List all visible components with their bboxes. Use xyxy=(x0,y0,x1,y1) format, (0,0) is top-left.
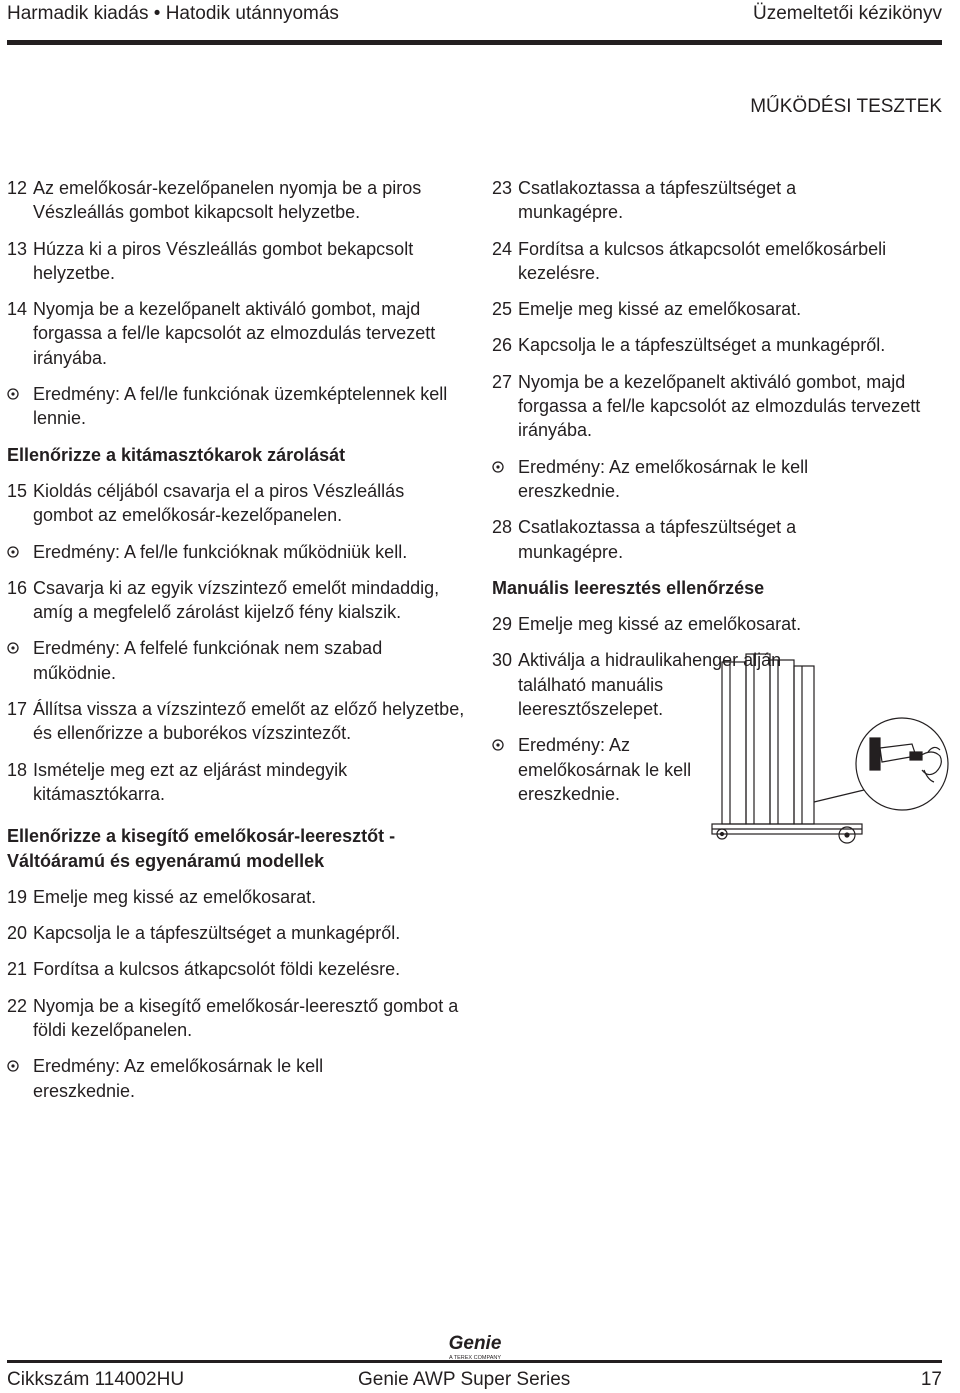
result-14 xyxy=(7,382,467,431)
step-number: 19 xyxy=(7,886,28,907)
step-number: 15 xyxy=(7,480,28,501)
step-16 xyxy=(7,576,467,625)
step-text: Nyomja be a kezelőpanelt aktiváló gombot, majd forgassa a fel/le kapcsolót az elmozdulás tervezett irányába. xyxy=(518,371,921,441)
section-title: MŰKÖDÉSI TESZTEK xyxy=(750,96,942,117)
step-text: Az emelőkosár-kezelőpanelen nyomja be a piros Vészleállás gombot kikapcsolt helyzetbe. xyxy=(33,178,422,223)
step-number: 12 xyxy=(7,178,28,198)
step-23 xyxy=(492,176,868,225)
step-number: 21 xyxy=(7,959,28,980)
header-edition: Harmadik kiadás • Hatodik utánnyomás xyxy=(7,3,339,24)
result-16 xyxy=(7,636,467,685)
result-text: Eredmény: Az emelőkosárnak le kell ereszkednie. xyxy=(33,1056,324,1101)
subheading-manual-lowering: Manuális leeresztés ellenőrzése xyxy=(492,577,765,598)
step-text: Csatlakoztassa a tápfeszültséget a munkagépre. xyxy=(518,517,797,562)
result-22 xyxy=(7,1054,383,1103)
page-number: 17 xyxy=(920,1369,942,1390)
step-22 xyxy=(7,994,463,1043)
step-number: 18 xyxy=(7,759,28,780)
step-text: Kapcsolja le a tápfeszültséget a munkagépről. xyxy=(518,335,886,356)
result-bullet-icon xyxy=(7,546,19,558)
footer-part-number: Cikkszám 114002HU xyxy=(7,1369,185,1390)
step-18 xyxy=(7,758,467,807)
genie-logo xyxy=(436,1333,514,1361)
step-text: Csatlakoztassa a tápfeszültséget a munkagépre. xyxy=(518,178,797,223)
step-24 xyxy=(492,237,952,286)
svg-text:Genie: Genie xyxy=(448,1333,502,1354)
step-number: 17 xyxy=(7,699,28,720)
footer-series: Genie AWP Super Series xyxy=(358,1369,571,1390)
result-text: Eredmény: Az emelőkosárnak le kell ereszkednie. xyxy=(518,735,692,804)
step-number: 14 xyxy=(7,299,28,320)
step-number: 27 xyxy=(492,371,513,392)
step-text: Fordítsa a kulcsos átkapcsolót emelőkosárbeli kezelésre. xyxy=(518,238,887,283)
step-text: Kioldás céljából csavarja el a piros Vészleállás gombot az emelőkosár-kezelőpanelen. xyxy=(33,480,405,526)
step-number: 29 xyxy=(492,614,513,635)
step-13 xyxy=(7,237,467,286)
step-25 xyxy=(492,297,952,321)
result-bullet-icon xyxy=(7,642,19,654)
step-28 xyxy=(492,515,868,564)
step-15 xyxy=(7,479,467,528)
step-text: Húzza ki a piros Vészleállás gombot bekapcsolt helyzetbe. xyxy=(33,238,414,283)
result-30 xyxy=(492,733,718,806)
step-number: 25 xyxy=(492,299,513,320)
result-bullet-icon xyxy=(492,739,504,751)
header-rule xyxy=(7,40,942,45)
step-text: Aktiválja a hidraulikahenger alján található manuális leeresztőszelepet. xyxy=(518,650,782,720)
step-26 xyxy=(492,333,952,357)
left-column xyxy=(7,176,467,1115)
subheading-auxiliary-lowering: Ellenőrizze a kisegítő emelőkosár-leeresztőt - Váltóáramú és egyenáramú modellek xyxy=(7,826,396,871)
step-number: 16 xyxy=(7,577,28,598)
result-text: Eredmény: A fel/le funkciónak üzemképtelennek kell lennie. xyxy=(33,384,448,429)
step-text: Ismételje meg ezt az eljárást mindegyik kitámasztókarra. xyxy=(33,759,348,804)
step-17 xyxy=(7,697,467,746)
result-bullet-icon xyxy=(492,461,504,473)
result-15 xyxy=(7,540,467,564)
step-number: 28 xyxy=(492,517,513,538)
step-number: 13 xyxy=(7,238,28,259)
step-text: Nyomja be a kisegítő emelőkosár-leeresztő gombot a földi kezelőpanelen. xyxy=(33,995,459,1041)
step-text: Emelje meg kissé az emelőkosarat. xyxy=(518,299,802,320)
step-text: Fordítsa a kulcsos átkapcsolót földi kezelésre. xyxy=(33,959,401,980)
result-bullet-icon xyxy=(7,388,19,400)
step-text: Emelje meg kissé az emelőkosarat. xyxy=(33,886,317,907)
step-20 xyxy=(7,921,467,945)
result-text: Eredmény: A fel/le funkcióknak működniük kell. xyxy=(33,541,408,562)
result-27 xyxy=(492,455,888,504)
step-14 xyxy=(7,297,467,370)
step-number: 24 xyxy=(492,238,513,259)
step-number: 30 xyxy=(492,650,513,671)
step-number: 22 xyxy=(7,995,28,1016)
step-number: 20 xyxy=(7,923,28,944)
result-bullet-icon xyxy=(7,1060,19,1072)
step-29 xyxy=(492,612,952,636)
step-number: 23 xyxy=(492,178,513,198)
step-12 xyxy=(7,176,467,225)
step-text: Nyomja be a kezelőpanelt aktiváló gombot, majd forgassa a fel/le kapcsolót az elmozdulás tervezett irányába. xyxy=(33,299,436,368)
step-text: Állítsa vissza a vízszintező emelőt az előző helyzetbe, és ellenőrizze a buborékos vízszintezőt. xyxy=(33,699,465,744)
result-text: Eredmény: Az emelőkosárnak le kell ereszkednie. xyxy=(518,456,809,501)
svg-text:A TEREX COMPANY: A TEREX COMPANY xyxy=(448,1355,502,1361)
step-21 xyxy=(7,957,467,981)
step-text: Emelje meg kissé az emelőkosarat. xyxy=(518,614,802,635)
step-text: Csavarja ki az egyik vízszintező emelőt mindaddig, amíg a megfelelő zárolást kijelző fény kialszik. xyxy=(33,577,440,623)
subheading-outrigger-lock: Ellenőrizze a kitámasztókarok zárolását xyxy=(7,444,346,465)
step-27 xyxy=(492,370,960,443)
step-text: Kapcsolja le a tápfeszültséget a munkagépről. xyxy=(33,923,401,944)
result-text: Eredmény: A felfelé funkciónak nem szabad működnie. xyxy=(33,638,383,683)
header-manual-title: Üzemeltetői kézikönyv xyxy=(752,3,942,24)
step-19 xyxy=(7,885,467,909)
manual-lowering-valve-illustration xyxy=(702,652,950,848)
step-number: 26 xyxy=(492,335,513,356)
